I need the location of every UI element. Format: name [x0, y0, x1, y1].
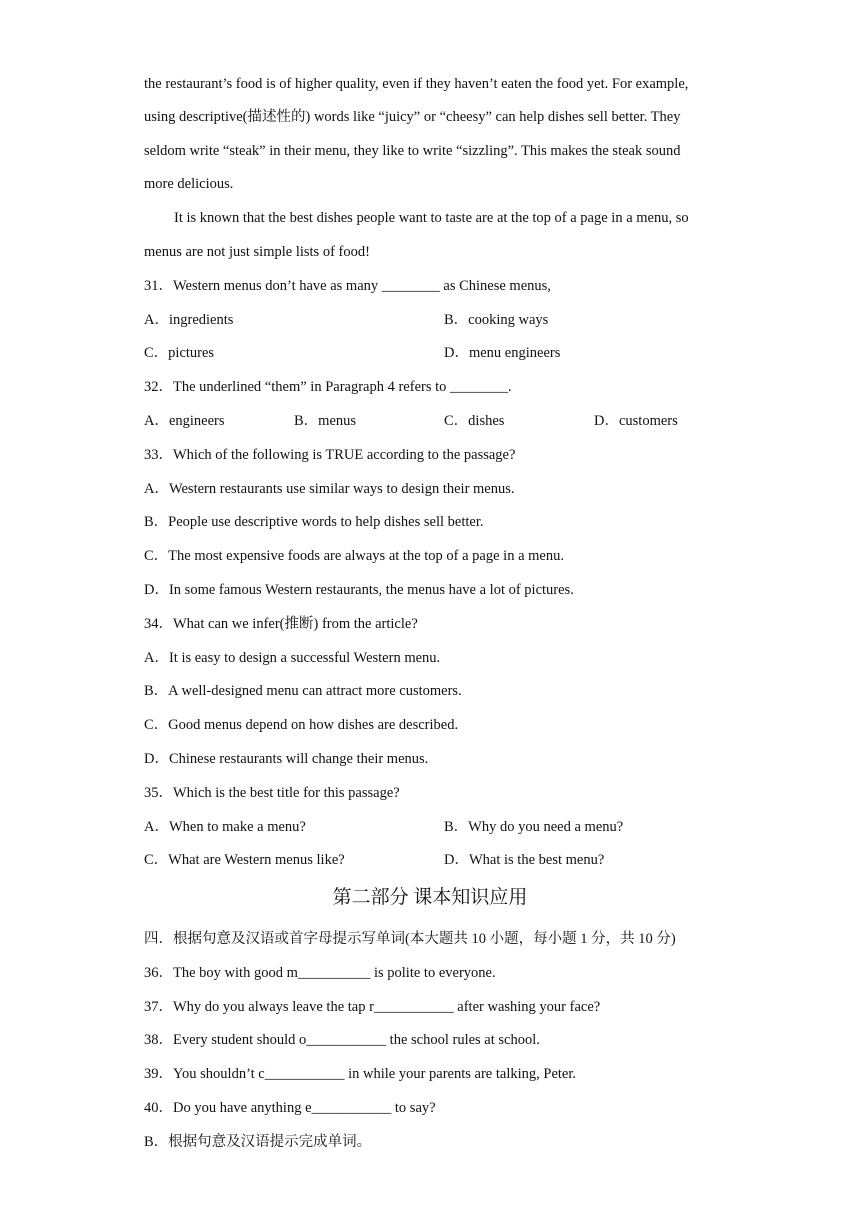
question-stem: 33．Which of the following is TRUE according to the passage? — [144, 447, 516, 463]
answer-option: C．dishes — [444, 413, 505, 429]
answer-option: A．ingredients — [144, 312, 234, 328]
answer-option: C．Good menus depend on how dishes are described. — [144, 717, 459, 733]
passage-line: menus are not just simple lists of food! — [144, 244, 370, 260]
answer-option: A．When to make a menu? — [144, 819, 306, 835]
passage-line: using descriptive(描述性的) words like “juicy” or “cheesy” can help dishes sell better. They — [144, 109, 681, 125]
answer-option: C．What are Western menus like? — [144, 852, 345, 868]
passage-line: the restaurant’s food is of higher quality, even if they haven’t eaten the food yet. For example, — [144, 76, 689, 92]
answer-option: A．It is easy to design a successful Western menu. — [144, 650, 441, 666]
question-stem: 32．The underlined “them” in Paragraph 4 refers to ________. — [144, 379, 512, 395]
fill-blank-item: 40．Do you have anything e___________ to say? — [144, 1100, 436, 1116]
answer-option: D．menu engineers — [444, 345, 561, 361]
answer-option: B．menus — [294, 413, 357, 429]
part-heading: 第二部分 课本知识应用 — [332, 887, 528, 908]
section-title: 四．根据句意及汉语或首字母提示写单词(本大题共 10 小题，每小题 1 分，共 10 分) — [144, 931, 676, 947]
question-stem: 31．Western menus don’t have as many ________ as Chinese menus, — [144, 278, 551, 294]
question-stem: 34．What can we infer(推断) from the article? — [144, 616, 418, 632]
answer-option: C．The most expensive foods are always at the top of a page in a menu. — [144, 548, 564, 564]
answer-option: C．pictures — [144, 345, 215, 361]
answer-option: D．Chinese restaurants will change their menus. — [144, 751, 429, 767]
question-stem: 35．Which is the best title for this passage? — [144, 785, 400, 801]
fill-blank-item: 36．The boy with good m__________ is polite to everyone. — [144, 965, 496, 981]
answer-option: B．cooking ways — [444, 312, 549, 328]
passage-line: seldom write “steak” in their menu, they like to write “sizzling”. This makes the steak sound — [144, 143, 681, 159]
answer-option: D．In some famous Western restaurants, the menus have a lot of pictures. — [144, 582, 574, 598]
answer-option: D．What is the best menu? — [444, 852, 605, 868]
fill-blank-item: 37．Why do you always leave the tap r___________ after washing your face? — [144, 999, 601, 1015]
passage-line: It is known that the best dishes people want to taste are at the top of a page in a menu, so — [174, 210, 689, 226]
answer-option: D．customers — [594, 413, 678, 429]
answer-option: B．Why do you need a menu? — [444, 819, 624, 835]
answer-option: B．A well-designed menu can attract more customers. — [144, 683, 462, 699]
answer-option: A．Western restaurants use similar ways to design their menus. — [144, 481, 515, 497]
answer-option: A．engineers — [144, 413, 225, 429]
subsection-title: B．根据句意及汉语提示完成单词。 — [144, 1134, 372, 1150]
passage-line: more delicious. — [144, 176, 234, 192]
fill-blank-item: 39．You shouldn’t c___________ in while your parents are talking, Peter. — [144, 1066, 577, 1082]
fill-blank-item: 38．Every student should o___________ the school rules at school. — [144, 1032, 540, 1048]
answer-option: B．People use descriptive words to help dishes sell better. — [144, 514, 484, 530]
